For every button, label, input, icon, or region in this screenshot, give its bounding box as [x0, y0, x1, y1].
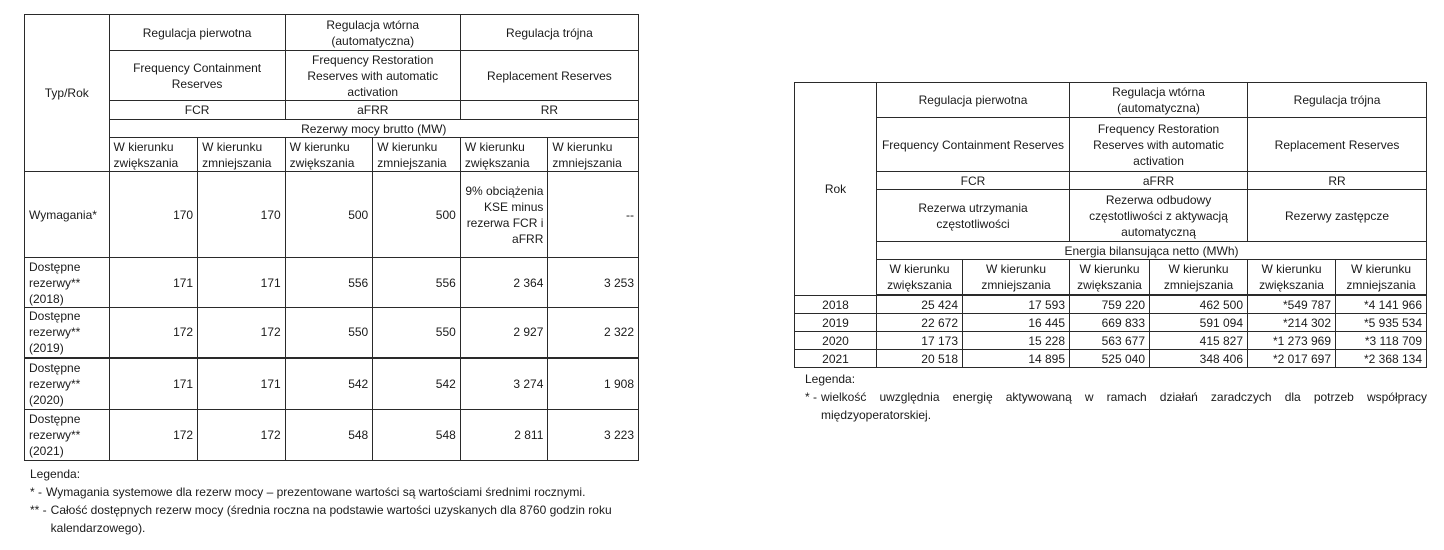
- dir-up-header: W kierunku zwiększania: [1070, 260, 1150, 295]
- table-cell: *5 935 534: [1336, 314, 1427, 332]
- english-name-afrr: Frequency Restoration Reserves with automatic activation: [285, 51, 460, 101]
- dir-down-header: W kierunku zmniejszania: [198, 138, 286, 172]
- group-header-tertiary: Regulacja trójna: [1248, 83, 1427, 118]
- english-name-rr: Replacement Reserves: [1248, 118, 1427, 172]
- table-cell: 171: [109, 358, 198, 410]
- group-header-primary: Regulacja pierwotna: [109, 15, 285, 51]
- table-cell: 548: [373, 410, 461, 461]
- legend-mark: ** -: [30, 503, 47, 517]
- table-row: [795, 332, 1427, 350]
- row-year: 2019: [795, 314, 877, 332]
- row-year: 2018: [795, 296, 877, 314]
- table-cell: 172: [109, 410, 198, 461]
- legend-item: [805, 388, 1427, 424]
- table-cell: 669 833: [1070, 314, 1150, 332]
- abbr-fcr: FCR: [109, 101, 285, 120]
- legend-item: [30, 501, 640, 537]
- dir-down-header: W kierunku zmniejszania: [373, 138, 461, 172]
- table-row: [25, 258, 639, 308]
- table-cell: --: [548, 172, 639, 258]
- table-cell: 172: [198, 308, 286, 358]
- legend-title: Legenda:: [805, 372, 856, 386]
- table-cell: 548: [285, 410, 373, 461]
- table-cell: 172: [109, 308, 198, 358]
- legend-text: wielkość uwzględnia energię aktywowaną w ramach działań zaradczych dla potrzeb współpracy międzyoperatorskiej.: [821, 390, 1427, 422]
- dir-down-header: W kierunku zmniejszania: [548, 138, 639, 172]
- table-cell: *2 017 697: [1248, 350, 1336, 368]
- legend-table1: [30, 465, 640, 537]
- dir-up-header: W kierunku zwiększania: [285, 138, 373, 172]
- table-row: [795, 314, 1427, 332]
- legend-text: Całość dostępnych rezerw mocy (średnia roczna na podstawie wartości uzyskanych dla 8760 godzin roku kalendarzowego).: [50, 503, 612, 535]
- row-label: Dostępne rezerwy** (2019): [25, 308, 110, 358]
- row-label: Dostępne rezerwy** (2020): [25, 358, 110, 410]
- table-cell: *2 368 134: [1336, 350, 1427, 368]
- dir-up-header: W kierunku zwiększania: [877, 260, 963, 295]
- table-cell: 2 364: [460, 258, 548, 308]
- table-cell: 170: [198, 172, 286, 258]
- group-header-secondary: Regulacja wtórna (automatyczna): [285, 15, 460, 51]
- table-cell: *3 118 709: [1336, 332, 1427, 350]
- table-cell: 22 672: [877, 314, 963, 332]
- row-label: Wymagania*: [25, 172, 110, 258]
- table-cell: 3 253: [548, 258, 639, 308]
- table-cell: 17 173: [877, 332, 963, 350]
- group-header-tertiary: Regulacja trójna: [460, 15, 638, 51]
- dir-down-header: W kierunku zmniejszania: [1150, 260, 1248, 295]
- legend-item: [30, 483, 640, 501]
- table-row: [25, 172, 639, 258]
- table-cell: 2 322: [548, 308, 639, 358]
- table-cell: 14 895: [963, 350, 1070, 368]
- corner-header: Typ/Rok: [25, 15, 110, 172]
- table-cell: *214 302: [1248, 314, 1336, 332]
- english-name-fcr: Frequency Containment Reserves: [109, 51, 285, 101]
- table-cell: 172: [198, 410, 286, 461]
- table-cell: 3 223: [548, 410, 639, 461]
- table-cell: 550: [373, 308, 461, 358]
- balancing-energy-table: [794, 82, 1427, 368]
- table-cell: 9% obciążenia KSE minus rezerwa FCR i aFRR: [460, 172, 548, 258]
- abbr-rr: RR: [460, 101, 638, 120]
- table-row: [795, 296, 1427, 314]
- dir-up-header: W kierunku zwiększania: [460, 138, 548, 172]
- table-cell: 525 040: [1070, 350, 1150, 368]
- abbr-fcr: FCR: [877, 172, 1070, 190]
- table-cell: 556: [373, 258, 461, 308]
- table-cell: 348 406: [1150, 350, 1248, 368]
- dir-up-header: W kierunku zwiększania: [1248, 260, 1336, 295]
- table-cell: 542: [373, 358, 461, 410]
- table-cell: 25 424: [877, 296, 963, 314]
- table-cell: 500: [285, 172, 373, 258]
- table-cell: 591 094: [1150, 314, 1248, 332]
- table-cell: 1 908: [548, 358, 639, 410]
- legend-mark: * -: [30, 485, 42, 499]
- table-cell: 171: [198, 358, 286, 410]
- table-cell: 462 500: [1150, 296, 1248, 314]
- group-header-secondary: Regulacja wtórna (automatyczna): [1070, 83, 1248, 118]
- abbr-afrr: aFRR: [285, 101, 460, 120]
- legend-title: Legenda:: [30, 467, 81, 481]
- table-cell: 15 228: [963, 332, 1070, 350]
- table-cell: 20 518: [877, 350, 963, 368]
- english-name-rr: Replacement Reserves: [460, 51, 638, 101]
- english-name-fcr: Frequency Containment Reserves: [877, 118, 1070, 172]
- table-cell: 550: [285, 308, 373, 358]
- table-cell: 2 811: [460, 410, 548, 461]
- dir-up-header: W kierunku zwiększania: [109, 138, 198, 172]
- abbr-rr: RR: [1248, 172, 1427, 190]
- polish-name-fcr: Rezerwa utrzymania częstotliwości: [877, 190, 1070, 242]
- table-cell: *1 273 969: [1248, 332, 1336, 350]
- table-cell: 3 274: [460, 358, 548, 410]
- abbr-afrr: aFRR: [1070, 172, 1248, 190]
- table-cell: 556: [285, 258, 373, 308]
- unit-header: Energia bilansująca netto (MWh): [877, 242, 1427, 260]
- legend-text: Wymagania systemowe dla rezerw mocy – prezentowane wartości są wartościami średnimi rocznymi.: [46, 485, 586, 499]
- table-cell: 16 445: [963, 314, 1070, 332]
- unit-header: Rezerwy mocy brutto (MW): [109, 120, 638, 138]
- legend-table2: [805, 370, 1427, 424]
- english-name-afrr: Frequency Restoration Reserves with automatic activation: [1070, 118, 1248, 172]
- table-cell: *549 787: [1248, 296, 1336, 314]
- row-label: Dostępne rezerwy** (2018): [25, 258, 110, 308]
- row-label: Dostępne rezerwy** (2021): [25, 410, 110, 461]
- corner-header: Rok: [795, 83, 877, 296]
- reserves-requirements-table: [24, 14, 639, 461]
- table-cell: 171: [109, 258, 198, 308]
- polish-name-afrr: Rezerwa odbudowy częstotliwości z aktywacją automatyczną: [1070, 190, 1248, 242]
- table-cell: 171: [198, 258, 286, 308]
- row-year: 2021: [795, 350, 877, 368]
- legend-mark: * -: [805, 390, 817, 404]
- dir-down-header: W kierunku zmniejszania: [963, 260, 1070, 295]
- table-cell: 17 593: [963, 296, 1070, 314]
- table-cell: 415 827: [1150, 332, 1248, 350]
- polish-name-rr: Rezerwy zastępcze: [1248, 190, 1427, 242]
- table-cell: 500: [373, 172, 461, 258]
- row-year: 2020: [795, 332, 877, 350]
- group-header-primary: Regulacja pierwotna: [877, 83, 1070, 118]
- table-cell: 542: [285, 358, 373, 410]
- table-cell: *4 141 966: [1336, 296, 1427, 314]
- table-row: [25, 410, 639, 461]
- table-row: [795, 350, 1427, 368]
- dir-down-header: W kierunku zmniejszania: [1336, 260, 1427, 295]
- table-cell: 2 927: [460, 308, 548, 358]
- table-row: [25, 358, 639, 410]
- table-row: [25, 308, 639, 358]
- table-cell: 563 677: [1070, 332, 1150, 350]
- table-cell: 759 220: [1070, 296, 1150, 314]
- table-cell: 170: [109, 172, 198, 258]
